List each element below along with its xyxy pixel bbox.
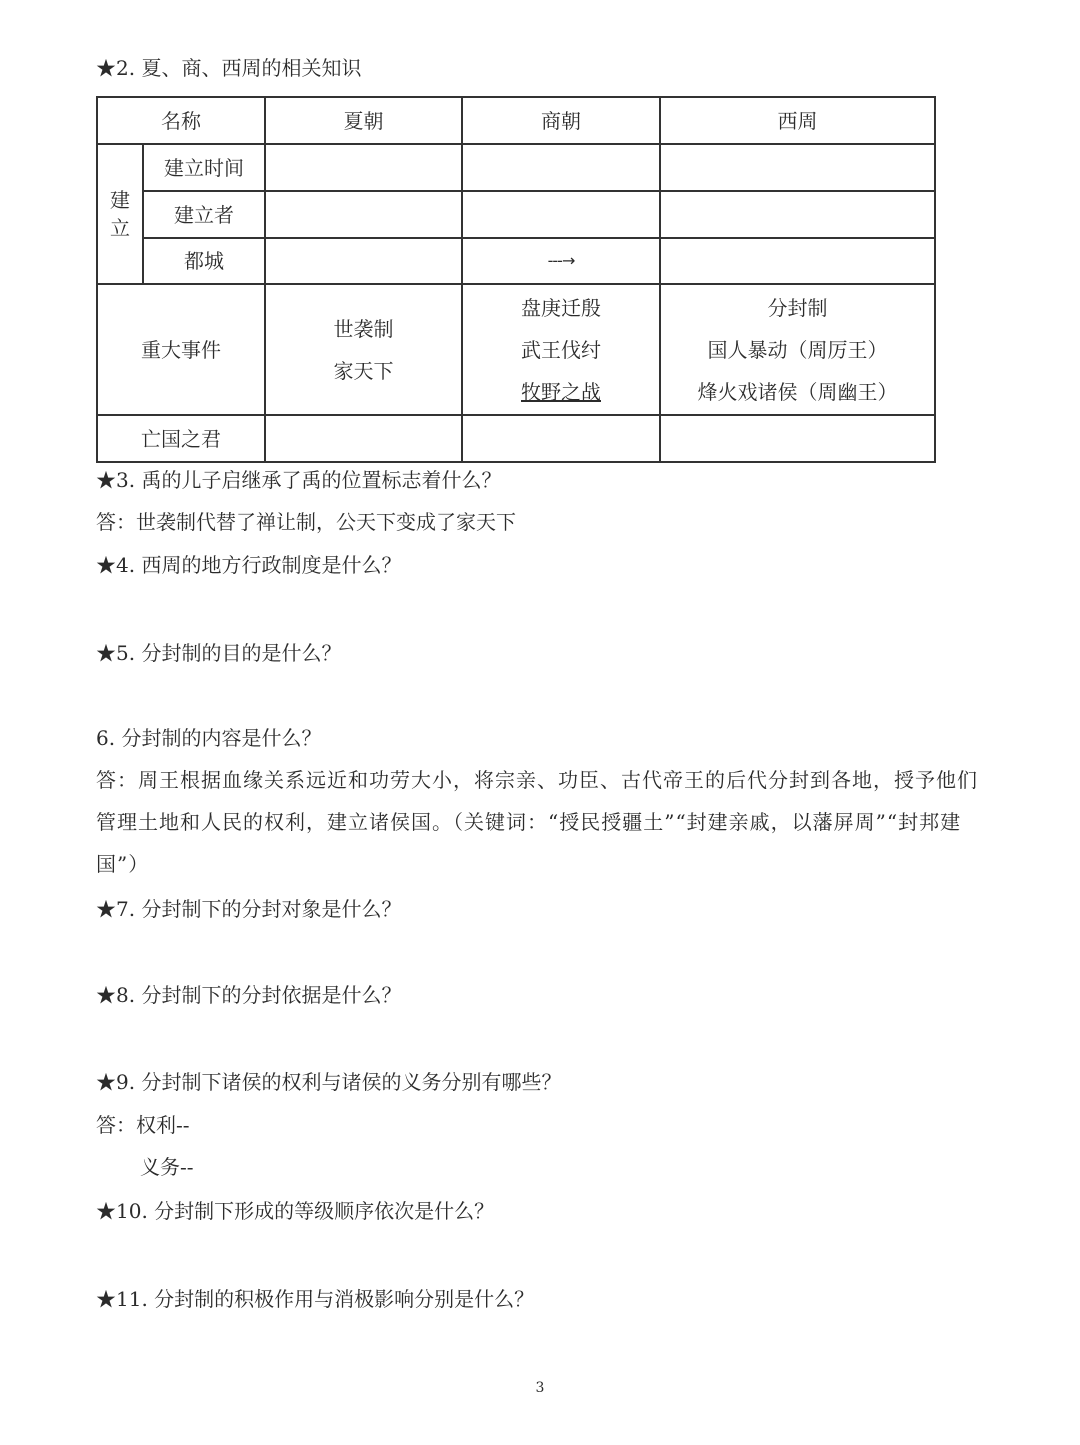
q8-title: ★8. 分封制下的分封依据是什么？	[96, 983, 402, 1007]
row-label-last-ruler: 亡国之君	[97, 415, 265, 462]
q5-title: ★5. 分封制的目的是什么？	[96, 641, 342, 665]
event-item: 武王伐纣	[521, 337, 601, 362]
q4-title: ★4. 西周的地方行政制度是什么？	[96, 553, 402, 577]
row-label-found-time: 建立时间	[143, 144, 265, 191]
cell-blank	[462, 144, 660, 191]
cell-blank	[660, 238, 935, 284]
q10-title: ★10. 分封制下形成的等级顺序依次是什么？	[96, 1199, 495, 1223]
event-item: 家天下	[333, 358, 394, 383]
events-shang	[462, 284, 660, 415]
cell-blank	[660, 144, 935, 191]
q3-title: ★3. 禹的儿子启继承了禹的位置标志着什么？	[96, 468, 502, 492]
row-label-capital: 都城	[143, 238, 265, 284]
cell-blank	[660, 415, 935, 462]
row-label-events: 重大事件	[97, 284, 265, 415]
events-xia	[265, 284, 462, 415]
group-label-char-1: 建	[110, 188, 130, 212]
group-label-founding	[97, 144, 143, 284]
q9-answer-duties: 义务--	[140, 1155, 194, 1179]
q9-answer-rights: 答：权利--	[96, 1113, 190, 1137]
cell-blank	[462, 191, 660, 238]
header-xia: 夏朝	[265, 97, 462, 144]
cell-blank	[462, 415, 660, 462]
capital-shang-arrow: ---→	[462, 238, 660, 284]
header-shang: 商朝	[462, 97, 660, 144]
q7-title: ★7. 分封制下的分封对象是什么？	[96, 897, 402, 921]
q3-answer: 答：世袭制代替了禅让制，公天下变成了家天下	[96, 510, 516, 534]
event-item: 国人暴动（周厉王）	[707, 337, 888, 362]
event-item: 盘庚迁殷	[521, 295, 601, 320]
cell-blank	[265, 238, 462, 284]
event-item: 牧野之战	[521, 379, 601, 404]
event-item: 世袭制	[333, 316, 394, 341]
header-name: 名称	[97, 97, 265, 144]
cell-blank	[265, 144, 462, 191]
event-item: 烽火戏诸侯（周幽王）	[697, 379, 898, 404]
dynasty-table	[96, 96, 936, 463]
q6-title: 6. 分封制的内容是什么？	[96, 726, 322, 750]
page-number: 3	[535, 1380, 545, 1396]
cell-blank	[265, 191, 462, 238]
q6-answer: 答：周王根据血缘关系远近和功劳大小，将宗亲、功臣、古代帝王的后代分封到各地，授予他们管理土地和人民的权利，建立诸侯国。（关键词：“授民授疆土”“封建亲戚，以藩屏周”“封邦建国”）	[96, 768, 978, 876]
event-item: 分封制	[767, 295, 828, 320]
q9-title: ★9. 分封制下诸侯的权利与诸侯的义务分别有哪些？	[96, 1070, 562, 1094]
cell-blank	[265, 415, 462, 462]
q2-title: ★2. 夏、商、西周的相关知识	[96, 56, 362, 80]
cell-blank	[660, 191, 935, 238]
group-label-char-2: 立	[110, 216, 130, 240]
header-xizhou: 西周	[660, 97, 935, 144]
events-xizhou	[660, 284, 935, 415]
row-label-founder: 建立者	[143, 191, 265, 238]
q11-title: ★11. 分封制的积极作用与消极影响分别是什么？	[96, 1287, 535, 1311]
